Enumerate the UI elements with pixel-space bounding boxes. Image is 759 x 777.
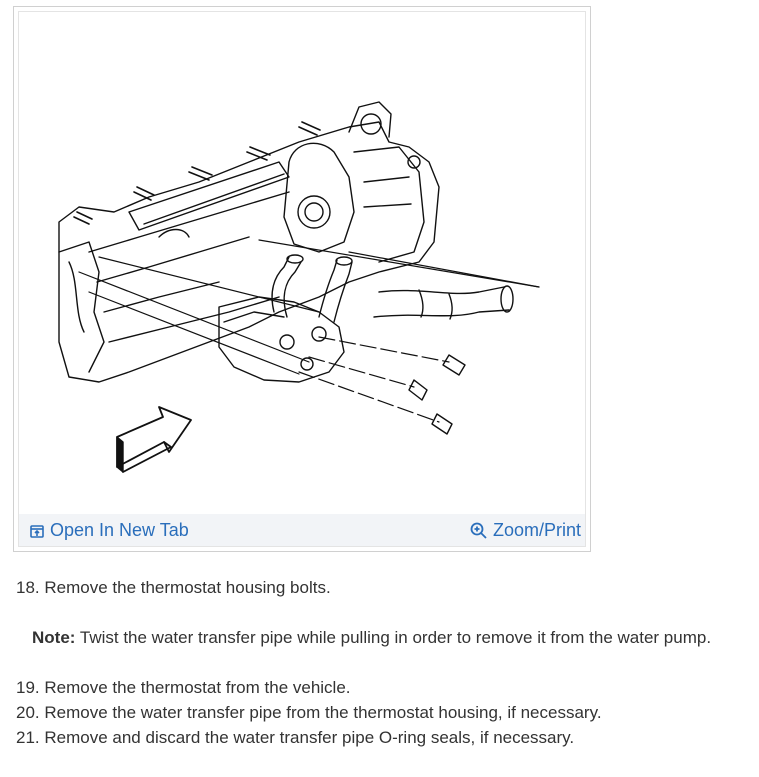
step-number: 19. (16, 678, 40, 697)
note-text: Twist the water transfer pipe while pulling in order to remove it from the water pump. (79, 628, 712, 647)
open-in-new-tab-link[interactable] (29, 520, 189, 541)
zoom-print-link[interactable] (470, 520, 581, 541)
note (32, 628, 711, 648)
step-21 (16, 728, 574, 748)
zoom-magnifier-icon (470, 522, 488, 540)
figure-toolbar (19, 514, 585, 546)
step-20 (16, 703, 602, 723)
step-number: 21. (16, 728, 40, 747)
step-text: Remove the water transfer pipe from the thermostat housing, if necessary. (44, 703, 602, 722)
step-text: Remove the thermostat from the vehicle. (44, 678, 351, 697)
step-number: 20. (16, 703, 40, 722)
step-number: 18. (16, 578, 40, 597)
engine-thermostat-diagram (19, 12, 586, 520)
open-new-tab-icon (29, 523, 45, 539)
zoom-print-label: Zoom/Print (492, 520, 581, 540)
step-18 (16, 578, 331, 598)
figure-panel (18, 11, 586, 547)
step-text: Remove and discard the water transfer pipe O-ring seals, if necessary. (44, 728, 575, 747)
note-label: Note: (32, 628, 76, 647)
step-text: Remove the thermostat housing bolts. (44, 578, 331, 597)
open-in-new-tab-label: Open In New Tab (50, 520, 189, 540)
step-19 (16, 678, 351, 698)
figure-frame (13, 6, 591, 552)
